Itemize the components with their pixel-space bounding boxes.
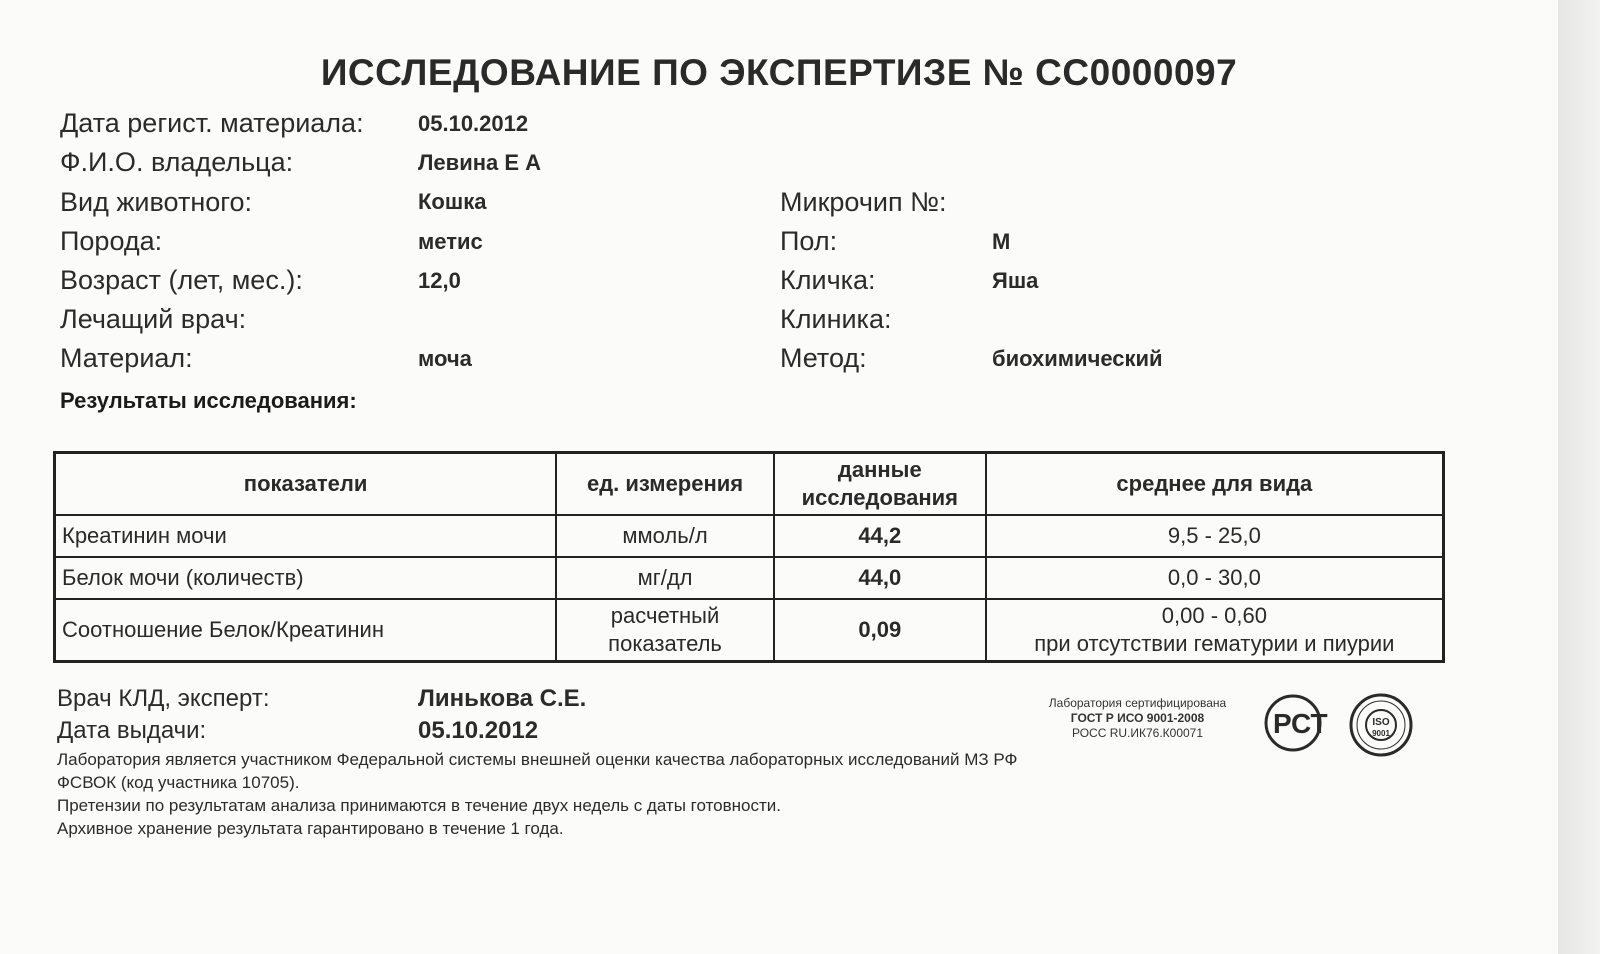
row-unit: ммоль/л — [556, 515, 774, 557]
certification-line1: Лаборатория сертифицирована — [1048, 696, 1227, 710]
note-line: ФСВОК (код участника 10705). — [57, 773, 300, 792]
row-value: 44,2 — [774, 515, 986, 557]
material-value: моча — [418, 346, 472, 371]
iso-seal-text: ISO — [1372, 717, 1390, 728]
certification-text — [1015, 696, 1260, 741]
iso-seal-number: 9001 — [1372, 729, 1390, 738]
material-label: Материал: — [60, 343, 193, 373]
reg-date-value: 05.10.2012 — [418, 111, 529, 136]
row-unit: мг/дл — [556, 557, 774, 599]
iso-seal-icon — [1348, 692, 1414, 758]
owner-label: Ф.И.О. владельца: — [60, 147, 294, 177]
clinic-label: Клиника: — [780, 304, 892, 334]
table-row — [55, 515, 1444, 557]
age-label: Возраст (лет, мес.): — [60, 265, 303, 295]
row-reference-line1: 0,00 - 0,60 — [1161, 603, 1267, 628]
header-indicators: показатели — [55, 453, 557, 516]
header-units: ед. измерения — [556, 453, 774, 516]
header-species-average: среднее для вида — [986, 453, 1444, 516]
expert-label: Врач КЛД, эксперт: — [57, 685, 270, 712]
issue-date-value: 05.10.2012 — [418, 717, 539, 744]
row-reference: 9,5 - 25,0 — [986, 515, 1444, 557]
note-line: Претензии по результатам анализа принимаются в течение двух недель с даты готовности. — [57, 796, 781, 815]
table-row — [55, 557, 1444, 599]
row-value: 44,0 — [774, 557, 986, 599]
certification-line3: РОСС RU.ИК76.К00071 — [1071, 726, 1204, 740]
sex-label: Пол: — [780, 226, 838, 256]
row-unit-line2: показатель — [608, 631, 722, 656]
microchip-label: Микрочип №: — [780, 187, 947, 217]
method-label: Метод: — [780, 343, 867, 373]
table-header-row — [55, 453, 1444, 516]
results-table — [53, 451, 1445, 663]
name-label: Кличка: — [780, 265, 876, 295]
row-reference: 0,0 - 30,0 — [986, 557, 1444, 599]
breed-value: метис — [418, 229, 483, 254]
certification-line2: ГОСТ Р ИСО 9001-2008 — [1070, 711, 1205, 725]
breed-label: Порода: — [60, 226, 163, 256]
species-label: Вид животного: — [60, 187, 253, 217]
owner-value: Левина Е А — [418, 150, 542, 175]
sex-value: М — [992, 229, 1011, 254]
method-value: биохимический — [992, 346, 1163, 371]
table-row — [55, 599, 1444, 662]
row-name: Соотношение Белок/Креатинин — [55, 599, 557, 662]
age-value: 12,0 — [418, 268, 461, 293]
issue-date-label: Дата выдачи: — [57, 717, 207, 744]
row-name: Креатинин мочи — [55, 515, 557, 557]
row-reference-line2: при отсутствии гематурии и пиурии — [1034, 631, 1395, 656]
row-value: 0,09 — [774, 599, 986, 662]
note-line: Лаборатория является участником Федеральной системы внешней оценки качества лабораторных исследований МЗ РФ — [57, 750, 1018, 769]
document-title: ИССЛЕДОВАНИЕ ПО ЭКСПЕРТИЗЕ № CC0000097 — [320, 52, 1238, 93]
row-unit-line1: расчетный — [610, 603, 720, 628]
rst-mark-icon — [1263, 693, 1343, 753]
results-heading: Результаты исследования: — [60, 388, 357, 413]
row-reference — [986, 599, 1444, 662]
row-name: Белок мочи (количеств) — [55, 557, 557, 599]
header-data: данные исследования — [774, 453, 986, 516]
rst-mark-text: РСТ — [1273, 708, 1328, 739]
doctor-label: Лечащий врач: — [60, 304, 247, 334]
row-unit — [556, 599, 774, 662]
note-line: Архивное хранение результата гарантировано в течение 1 года. — [57, 819, 564, 838]
reg-date-label: Дата регист. материала: — [60, 108, 364, 138]
scan-edge — [1558, 0, 1600, 954]
expert-value: Линькова С.Е. — [418, 685, 587, 712]
name-value: Яша — [992, 268, 1039, 293]
species-value: Кошка — [418, 189, 487, 214]
